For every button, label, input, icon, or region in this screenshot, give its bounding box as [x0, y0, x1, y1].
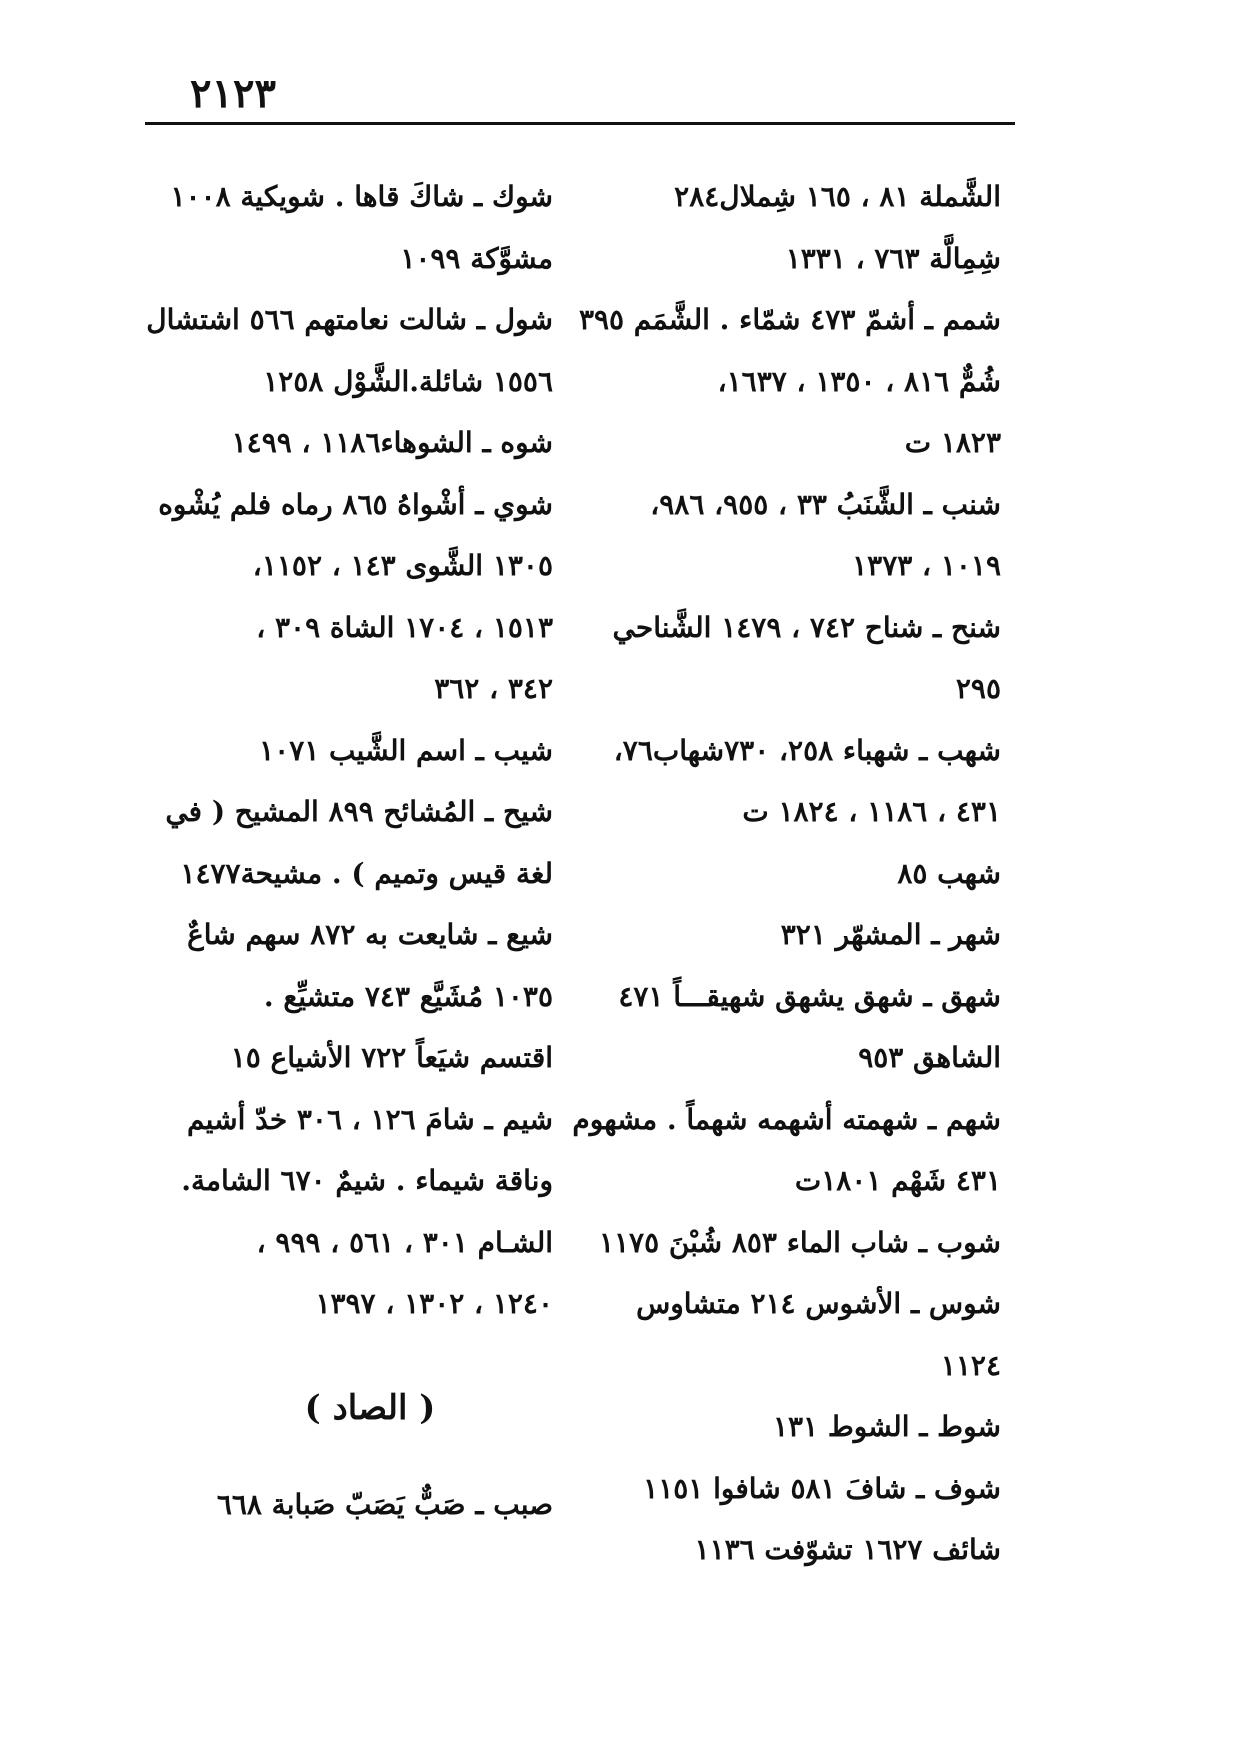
index-entry-line: شهب ٨٥ [897, 856, 1001, 890]
index-entry-line: وناقة شيماء . شيمٌ ٦٧٠ الشامة. [181, 1164, 553, 1197]
index-entry-line: شُمٌّ ٨١٦ ، ١٣٥٠ ، ١٦٣٧، [717, 364, 1001, 398]
index-entry-line: ٢٩٥ [955, 672, 1001, 705]
index-entry-line: شوي ـ أشْواهُ ٨٦٥ رماه فلم يُشْوه [158, 487, 553, 521]
header-rule [145, 122, 1015, 125]
index-entry-line: شوط ـ الشوط ١٣١ [772, 1410, 1001, 1443]
index-entry-line: شهم ـ شهمته أشهمه شهماً . مشهوم [572, 1102, 1001, 1136]
section-heading: ( الصاد ) [304, 1388, 436, 1428]
index-entry-line: الشَّملة ٨١ ، ١٦٥ شِملال٢٨٤ [674, 180, 1001, 213]
index-entry-line: شيب ـ اسم الشَّيب ١٠٧١ [259, 733, 553, 767]
index-entry-line: ٣٤٢ ، ٣٦٢ [434, 672, 553, 705]
index-entry-line: شهر ـ المشهّر ٣٢١ [780, 918, 1001, 951]
index-entry-line: شوف ـ شافَ ٥٨١ شافوا ١١٥١ [643, 1471, 1001, 1505]
index-entry-line: شيح ـ المُشائح ٨٩٩ المشيح ( في [165, 795, 553, 828]
index-entry-line: مشوَّكة ١٠٩٩ [400, 241, 553, 275]
index-entry-line: شنب ـ الشَّنَبُ ٣٣ ، ٩٥٥، ٩٨٦، [650, 487, 1001, 521]
index-entry-line: ١٥٥٦ شائلة.الشَّوْل ١٢٥٨ [263, 364, 553, 398]
index-entry-line: ١٨٢٣ ت [904, 426, 1001, 459]
index-entry-line: الشاهق ٩٥٣ [858, 1041, 1001, 1074]
index-entry-line: شنح ـ شناح ٧٤٢ ، ١٤٧٩ الشَّناحي [612, 610, 1001, 644]
index-entry-line: اقتسم شيَعاً ٧٢٢ الأشياع ١٥ [230, 1041, 553, 1074]
index-entry-line: لغة قيس وتميم ) . مشيحة١٤٧٧ [180, 856, 553, 890]
left-column [133, 166, 553, 1335]
index-entry-line: ١٠١٩ ، ١٣٧٣ [852, 549, 1001, 582]
index-entry-line: شول ـ شالت نعامتهم ٥٦٦ اشتشال [146, 303, 553, 336]
index-entry-line: شهق ـ شهق يشهق شهيقـــاً ٤٧١ [618, 979, 1001, 1013]
index-entry-line: شوه ـ الشوهاء١١٨٦ ، ١٤٩٩ [231, 426, 553, 459]
section-entry: صبب ـ صَبٌّ يَصَبّ صَبابة ٦٦٨ [216, 1488, 553, 1521]
index-entry-line: شهب ـ شهباء ٢٥٨، ٧٣٠شهاب٧٦، [613, 733, 1001, 767]
index-entry-line: شِمِالَّة ٧٦٣ ، ١٣٣١ [785, 241, 1001, 275]
index-entry-line: ١١٢٤ [940, 1348, 1001, 1382]
index-entry-line: شمم ـ أشمّ ٤٧٣ شمّاء . الشَّمَم ٣٩٥ [578, 303, 1001, 336]
index-entry-line: ١٥١٣ ، ١٧٠٤ الشاة ٣٠٩ ، [256, 610, 553, 644]
index-entry-line: شائف ١٦٢٧ تشوّفت ١١٣٦ [694, 1533, 1001, 1566]
index-entry-line: ١٠٣٥ مُشَيَّع ٧٤٣ متشيِّع . [263, 979, 553, 1013]
index-entry-line: ١٣٠٥ الشَّوى ١٤٣ ، ١١٥٢، [252, 549, 553, 582]
index-entry-line: الشـام ٣٠١ ، ٥٦١ ، ٩٩٩ ، [256, 1225, 553, 1259]
index-entry-line: ٤٣١ شَهْم ١٨٠١ت [794, 1164, 1001, 1197]
index-entry-line: شيع ـ شايعت به ٨٧٢ سهم شاعٌ [187, 918, 553, 951]
index-entry-line: ٤٣١ ، ١١٨٦ ، ١٨٢٤ ت [742, 795, 1001, 828]
index-entry-line: شيم ـ شامَ ١٢٦ ، ٣٠٦ خدّ أشيم [187, 1102, 553, 1136]
right-column [572, 166, 1001, 1581]
index-entry-line: ١٢٤٠ ، ١٣٠٢ ، ١٣٩٧ [315, 1287, 553, 1320]
index-entry-line: شوب ـ شاب الماء ٨٥٣ شُبْنَ ١١٧٥ [598, 1225, 1001, 1259]
page-number: ٢١٢٣ [190, 70, 276, 117]
index-entry-line: شوس ـ الأشوس ٢١٤ متشاوس [636, 1287, 1001, 1320]
index-entry-line: شوك ـ شاكَ قاها . شويكية ١٠٠٨ [170, 180, 553, 213]
